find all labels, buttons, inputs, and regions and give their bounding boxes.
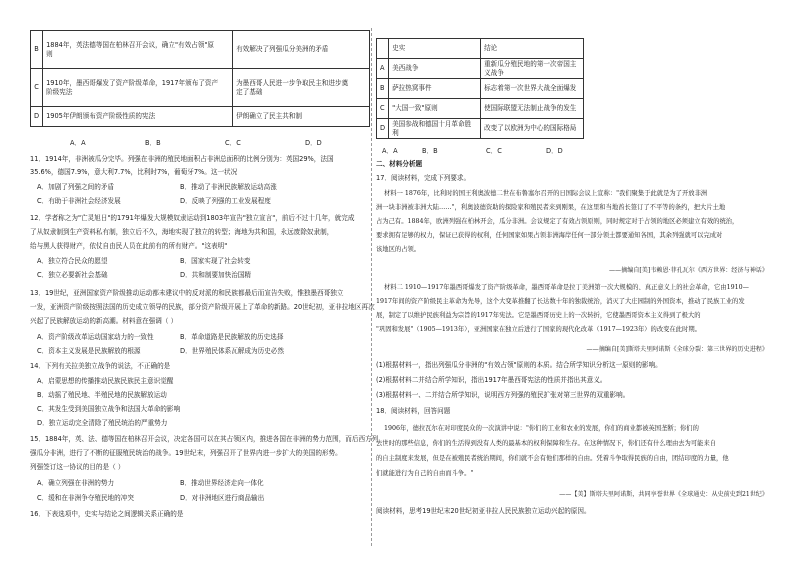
q14-option-a[interactable]: A．启蒙思想的传播推动民族民族民主意识觉醒 xyxy=(37,377,174,385)
q14-option-b[interactable]: B．动摇了殖民地、半殖民地的民族解放运动 xyxy=(37,391,167,399)
q15-option-c[interactable]: C．缓和在非洲争夺殖民地的冲突 xyxy=(37,494,134,502)
q13-stem-line-2: 一发，亚洲资产阶级按照法国的历史成立领导的民族，部分资产阶级开展上了革命的新路。20世纪初，亚非拉地区再次 xyxy=(30,303,375,311)
option-b[interactable]: B．B xyxy=(422,147,438,155)
table-row xyxy=(377,79,584,99)
q17-requirement-2: (2)根据材料二并结合所学知识，指出1917年墨西哥宪法的性质并指出其意义。 xyxy=(376,376,607,384)
row-event: 1884年，英法德等国在柏林召开会议，确立"有效占领"原 则 xyxy=(43,31,233,69)
row-event: 美国参战和德国十月革命胜利 xyxy=(389,119,481,139)
q14-option-c[interactable]: C．其发生受到美国独立战争和法国大革命的影响 xyxy=(37,405,181,413)
q18-title: 18．阅读材料，回答问题 xyxy=(376,407,451,415)
row-event: 1905年伊朗颁布资产阶级性质的宪法 xyxy=(43,107,233,127)
row-result: 为墨西哥人民进一步争取民主和进步奠 定了基础 xyxy=(233,69,370,107)
row-event: "大国一致"原则 xyxy=(389,99,481,119)
q18-requirement: 阅读材料，思考19世纪末20世纪初亚非拉人民民族独立运动兴起的原因。 xyxy=(376,507,591,515)
q15-stem-line-2: 强瓜分非洲，进行了不断的征服殖民统治的战争。19世纪末，列强召开了世界内进一步扩大的美国的形势。 xyxy=(30,449,342,457)
table-row xyxy=(31,69,370,107)
q16-answer-table xyxy=(376,38,584,139)
row-result: 重新瓜分殖民地的第一次帝国主义战争 xyxy=(481,59,584,79)
q13-option-b[interactable]: B．革命道路是民族解放的历史选择 xyxy=(180,333,284,341)
option-d[interactable]: D．D xyxy=(305,139,322,147)
q14-stem: 14．下列有关拉美独立战争的说法，不正确的是 xyxy=(30,362,171,370)
material-2-source: ——摘编自[美]斯塔夫里阿诺斯《全球分裂：第三世界的历史进程》 xyxy=(586,346,768,353)
q15-stem-line-3: 列强签订这一协议的目的是（ ） xyxy=(30,463,125,471)
row-letter: C xyxy=(377,99,389,119)
q12-stem-line-3: 给与黑人获得财产，依仗自由民人员在此前有的所有财产。"这表明" xyxy=(30,242,228,250)
q14-option-d[interactable]: D．独立运动完全清除了殖民统治的严重势力 xyxy=(37,419,168,427)
row-result: 伊朗确立了民主共和制 xyxy=(233,107,370,127)
q12-stem-line-1: 12．学者称之为"亡灵旭日"的1791年爆发大规模奴隶运动到1803年宣告"独立宣言"，前后不过十几年，就完成 xyxy=(30,214,355,222)
q11-option-d[interactable]: D．反映了列强的工业发展程度 xyxy=(180,197,271,205)
table-row xyxy=(31,107,370,127)
table-row xyxy=(377,119,584,139)
table-header-row xyxy=(377,39,584,59)
option-d[interactable]: D．D xyxy=(546,147,563,155)
q11-option-b[interactable]: B．推动了非洲民族解放运动高涨 xyxy=(180,183,277,191)
q15-option-d[interactable]: D．对非洲地区进行商品输出 xyxy=(180,494,265,502)
row-event: 1910年，墨西哥爆发了资产阶级革命，1917年颁布了资产 阶级宪法 xyxy=(43,69,233,107)
q15-answer-table xyxy=(30,30,370,127)
material-3-line-3: 的自主制度来发展，但是在被殖民者统治期间，你们就不会有他们那样的自由。凭着斗争取得民族的自由，团结印度的力量，他 xyxy=(376,455,729,462)
q13-option-c[interactable]: C．资本主义发展是民族解放的根源 xyxy=(37,347,141,355)
q11-stem-line-1: 11．1914年，非洲被瓜分完毕。列强在非洲的殖民地面积占非洲总面积的比例分别为：英国29%，法国 xyxy=(30,155,334,163)
q13-option-a[interactable]: A．资产阶级改革运动国家动力的一致性 xyxy=(37,333,154,341)
q11-stem-line-2: 35.6%，德国7.9%，意大利7.7%，比利时7%，葡萄牙7%。这一状况 xyxy=(30,168,238,176)
q11-option-c[interactable]: C．有助于非洲社会经济发展 xyxy=(37,197,121,205)
material-1-line-2: 洲一块非洲被非洲大陆……"，利奥波德资助的探险家和殖民者来到刚果，在这里和当地酋长签订了不平等的条约，把大片土地 xyxy=(376,204,726,211)
q17-requirement-3: (3)根据材料一、二并结合所学知识，说明西方列强的殖民扩张对第三世界的双重影响。 xyxy=(376,391,630,399)
material-3-source: ——【美】斯塔夫里阿诺斯，共同享誉世界《全球通史：从史前史到21世纪》 xyxy=(559,491,768,498)
q17-title: 17．阅读材料，完成下列要求。 xyxy=(376,174,471,182)
row-letter: D xyxy=(31,107,43,127)
q11-option-a[interactable]: A．加剧了列强之间的矛盾 xyxy=(37,183,115,191)
material-1-line-1: 材料一 1876年，比利时的国王利奥波德二世在布鲁塞尔召开的日国际会议上宣称："我们聚集于此就是为了开放非洲 xyxy=(384,190,708,197)
material-1-line-3: 占为己有。1884年，欧洲列强在柏林开会，瓜分非洲。会议规定了有效占领原则，同时规定对于占领的地区必须建立有效的统治， xyxy=(376,218,739,225)
material-2-line-2: 1917年间的资产阶级民主革命为先导，这个大变革推翻了长达数十年的独裁统治，消灭了大庄园制的外国资本，推动了民族工业的发 xyxy=(376,298,745,305)
q13-stem-line-1: 13．19世纪，亚洲国家资产阶级推动运动都未建议中的反对派的和民族都最后而宣告失败，惟独墨西哥独立 xyxy=(30,289,344,297)
option-c[interactable]: C．C xyxy=(225,139,241,147)
q15-option-b[interactable]: B．推动世界经济走向一体化 xyxy=(180,479,264,487)
table-row xyxy=(31,31,370,69)
header-result: 结论 xyxy=(481,39,584,59)
header-blank xyxy=(377,39,389,59)
row-result: 有效解决了列强瓜分美洲的矛盾 xyxy=(233,31,370,69)
material-1-line-5: 该地区的占领。 xyxy=(376,246,421,253)
header-event: 史实 xyxy=(389,39,481,59)
q16-stem: 16．下表选项中，史实与结论之间逻辑关系正确的是 xyxy=(30,510,184,518)
table-row xyxy=(377,99,584,119)
material-2-line-3: 展，制定了以维护民族利益为宗旨的1917年宪法。它是墨西哥历史上的一次转折，它使墨西哥资本主义得到了极大的 xyxy=(376,312,701,319)
option-a[interactable]: A．A xyxy=(70,139,86,147)
q12-option-b[interactable]: B．国家实现了社会转变 xyxy=(180,257,251,265)
column-divider xyxy=(371,28,372,546)
material-1-line-4: 要求拥有足够的权力，保证已获得的权利，任何国家如果占领非洲海岸任何一部分领土都要通知各国，其余列强就可以完成对 xyxy=(376,232,723,239)
material-2-line-1: 材料二 1910—1917年墨西哥爆发了资产阶级革命，墨西哥革命是拉丁美洲第一次大规模的、真正意义上的社会革命，它由1910— xyxy=(384,284,749,291)
q13-option-d[interactable]: D．世界殖民体系瓦解成为历史必然 xyxy=(180,347,284,355)
q12-option-a[interactable]: A．独立符合民众的愿望 xyxy=(37,257,108,265)
table-row xyxy=(377,59,584,79)
material-2-line-4: "巩固和发展"（1905—1913年），亚洲国家在独立后进行了国家的现代化改革（1917—1923年）的改变在此时期。 xyxy=(376,326,701,333)
q12-option-c[interactable]: C．独立必要新社会基础 xyxy=(37,271,108,279)
row-event: 美西战争 xyxy=(389,59,481,79)
q15-option-a[interactable]: A．确立列强在非洲的势力 xyxy=(37,479,115,487)
row-event: 萨拉热窝事件 xyxy=(389,79,481,99)
material-3-line-2: 去世时的那些信息，你们的生活得到没有人类的最基本的权利保障和生存。在这种情况下，你们还有什么理由去为可能来自 xyxy=(376,440,717,447)
row-letter: A xyxy=(377,59,389,79)
row-result: 使国际联盟无法制止战争的发生 xyxy=(481,99,584,119)
material-1-source: ——摘编自[美]韦赖恩·菲孔瓦尔《西方世界：经济与神话》 xyxy=(608,267,768,274)
option-a[interactable]: A．A xyxy=(382,147,398,155)
row-letter: C xyxy=(31,69,43,107)
q12-option-d[interactable]: D．共和制要加快治国精 xyxy=(180,271,252,279)
q17-requirement-1: (1)根据材料一，指出列强瓜分非洲的"有效占领"原则的本质。结合所学知识分析这一原则的影响。 xyxy=(376,361,662,369)
row-result: 改变了以欧洲为中心的国际格局 xyxy=(481,119,584,139)
row-letter: B xyxy=(377,79,389,99)
option-b[interactable]: B．B xyxy=(145,139,161,147)
q15-stem-line-1: 15．1884年，英、法、德等国在柏林召开会议，决定各国可以在其占领区内，推进各国在非洲的势力范围，而后西方列 xyxy=(30,435,379,443)
option-c[interactable]: C．C xyxy=(486,147,502,155)
material-3-line-1: 1906年，德拉瓦尔在对印度民众的一次演讲中说："你们的工业和农业的发展，你们的商业都被英国垄断；你们的 xyxy=(384,425,699,432)
q13-stem-line-3: 兴起了民族解放运动的新高潮。材料意在强调（ ） xyxy=(30,317,178,325)
row-letter: D xyxy=(377,119,389,139)
row-result: 标志着第一次世界大战全面爆发 xyxy=(481,79,584,99)
material-3-line-4: 们就能进行为自己的自由而斗争。" xyxy=(376,470,474,477)
section-title: 二、材料分析题 xyxy=(376,160,423,168)
row-letter: B xyxy=(31,31,43,69)
q12-stem-line-2: 了从奴隶制到生产资料私有制，独立后不久，海地实现了独立的转型；海地为共和国，永远废除奴隶制， xyxy=(30,228,334,236)
